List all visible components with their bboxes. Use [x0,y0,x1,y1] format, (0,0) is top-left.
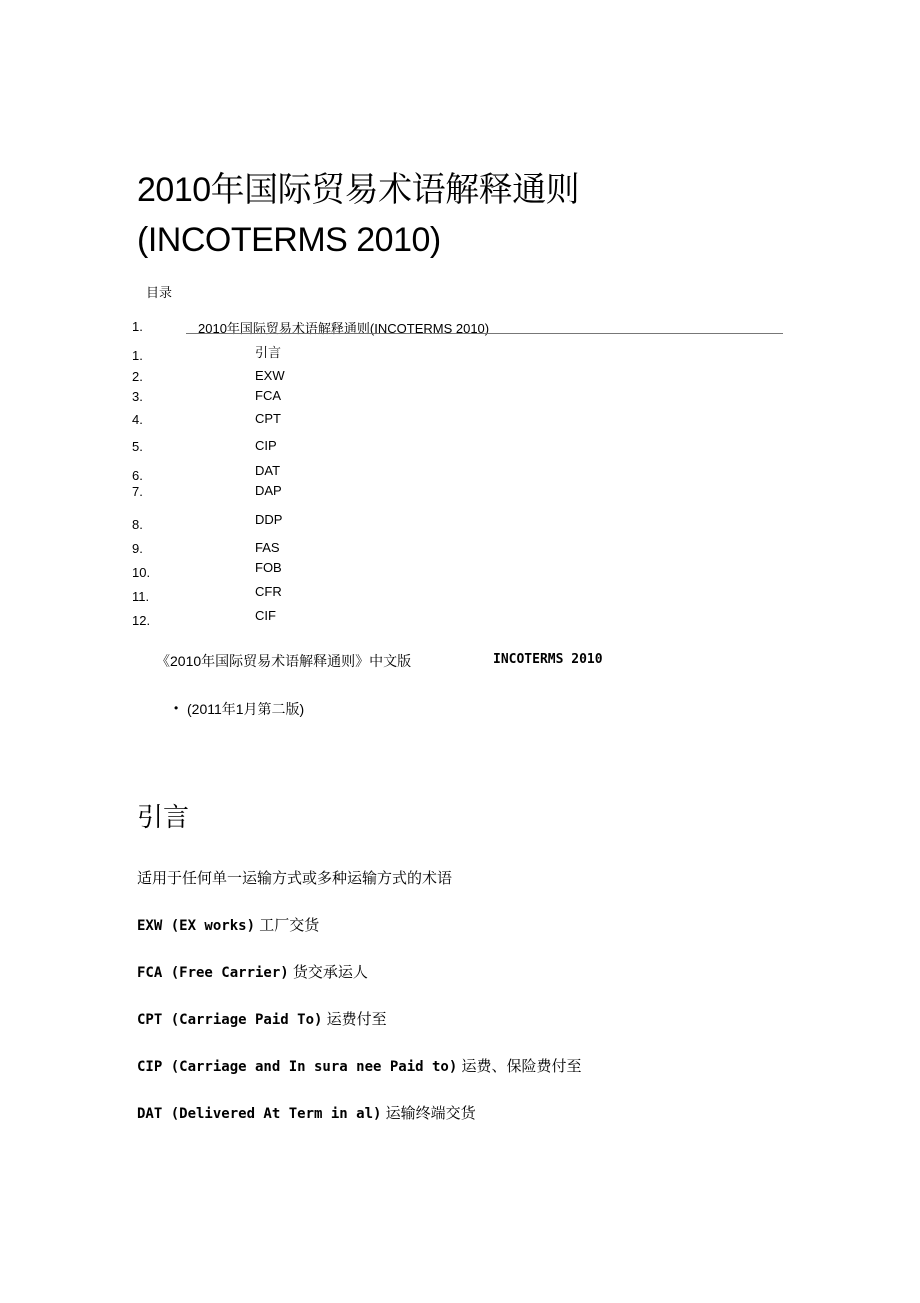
edition-subtitle: (2011年1月第二版) [187,701,305,717]
term-chinese: 工厂交货 [259,916,320,934]
toc-divider [186,333,783,334]
toc-item-number: 9. [132,541,143,556]
toc-item-link[interactable]: FAS [255,540,280,555]
toc-main-link[interactable]: 2010年国际贸易术语解释通则(INCOTERMS 2010) [198,321,490,336]
document-title-line-2: (INCOTERMS 2010) [137,221,441,259]
edition-code: INCOTERMS 2010 [493,652,603,667]
toc-item-link[interactable]: 引言 [255,345,282,360]
toc-heading: 目录 [146,285,173,300]
term-row [137,961,368,982]
toc-item-number: 12. [132,613,151,628]
toc-item-number: 8. [132,517,143,532]
edition-title: 《2010年国际贸易术语解释通则》中文版 [156,653,412,669]
edition-bullet: • [174,701,179,715]
toc-item-number: 1. [132,348,143,363]
term-code: FCA (Free Carrier) [137,965,289,981]
term-chinese: 运费、保险费付至 [461,1057,582,1075]
toc-item-link[interactable]: DDP [255,512,283,527]
term-row [137,1008,387,1029]
toc-item-number: 10. [132,565,151,580]
term-code: DAT (Delivered At Term in al) [137,1106,382,1122]
toc-item-link[interactable]: DAP [255,483,282,498]
toc-item-number: 6. [132,468,143,483]
toc-item-link[interactable]: EXW [255,368,285,383]
toc-main-number: 1. [132,319,143,334]
section-heading-intro: 引言 [137,802,190,832]
toc-item-link[interactable]: CIF [255,608,276,623]
toc-item-link[interactable]: FCA [255,388,281,403]
toc-item-link[interactable]: CIP [255,438,277,453]
term-chinese: 运费付至 [326,1010,387,1028]
toc-item-link[interactable]: FOB [255,560,282,575]
term-category: 适用于任何单一运输方式或多种运输方式的术语 [137,870,453,887]
toc-item-number: 3. [132,389,143,404]
term-row [137,1102,476,1123]
term-row [137,914,319,935]
toc-item-link[interactable]: CFR [255,584,282,599]
term-code: EXW (EX works) [137,918,256,934]
document-title-line-1: 2010年国际贸易术语解释通则 [137,171,580,209]
term-code: CPT (Carriage Paid To) [137,1012,323,1028]
toc-item-number: 7. [132,484,143,499]
term-chinese: 货交承运人 [292,963,368,981]
toc-item-link[interactable]: DAT [255,463,281,478]
toc-item-number: 5. [132,439,143,454]
toc-item-number: 2. [132,369,143,384]
toc-item-link[interactable]: CPT [255,411,281,426]
toc-item-number: 4. [132,412,143,427]
term-chinese: 运输终端交货 [385,1104,476,1122]
toc-item-number: 11. [132,589,150,604]
term-code: CIP (Carriage and In sura nee Paid to) [137,1059,458,1075]
term-row [137,1055,581,1076]
